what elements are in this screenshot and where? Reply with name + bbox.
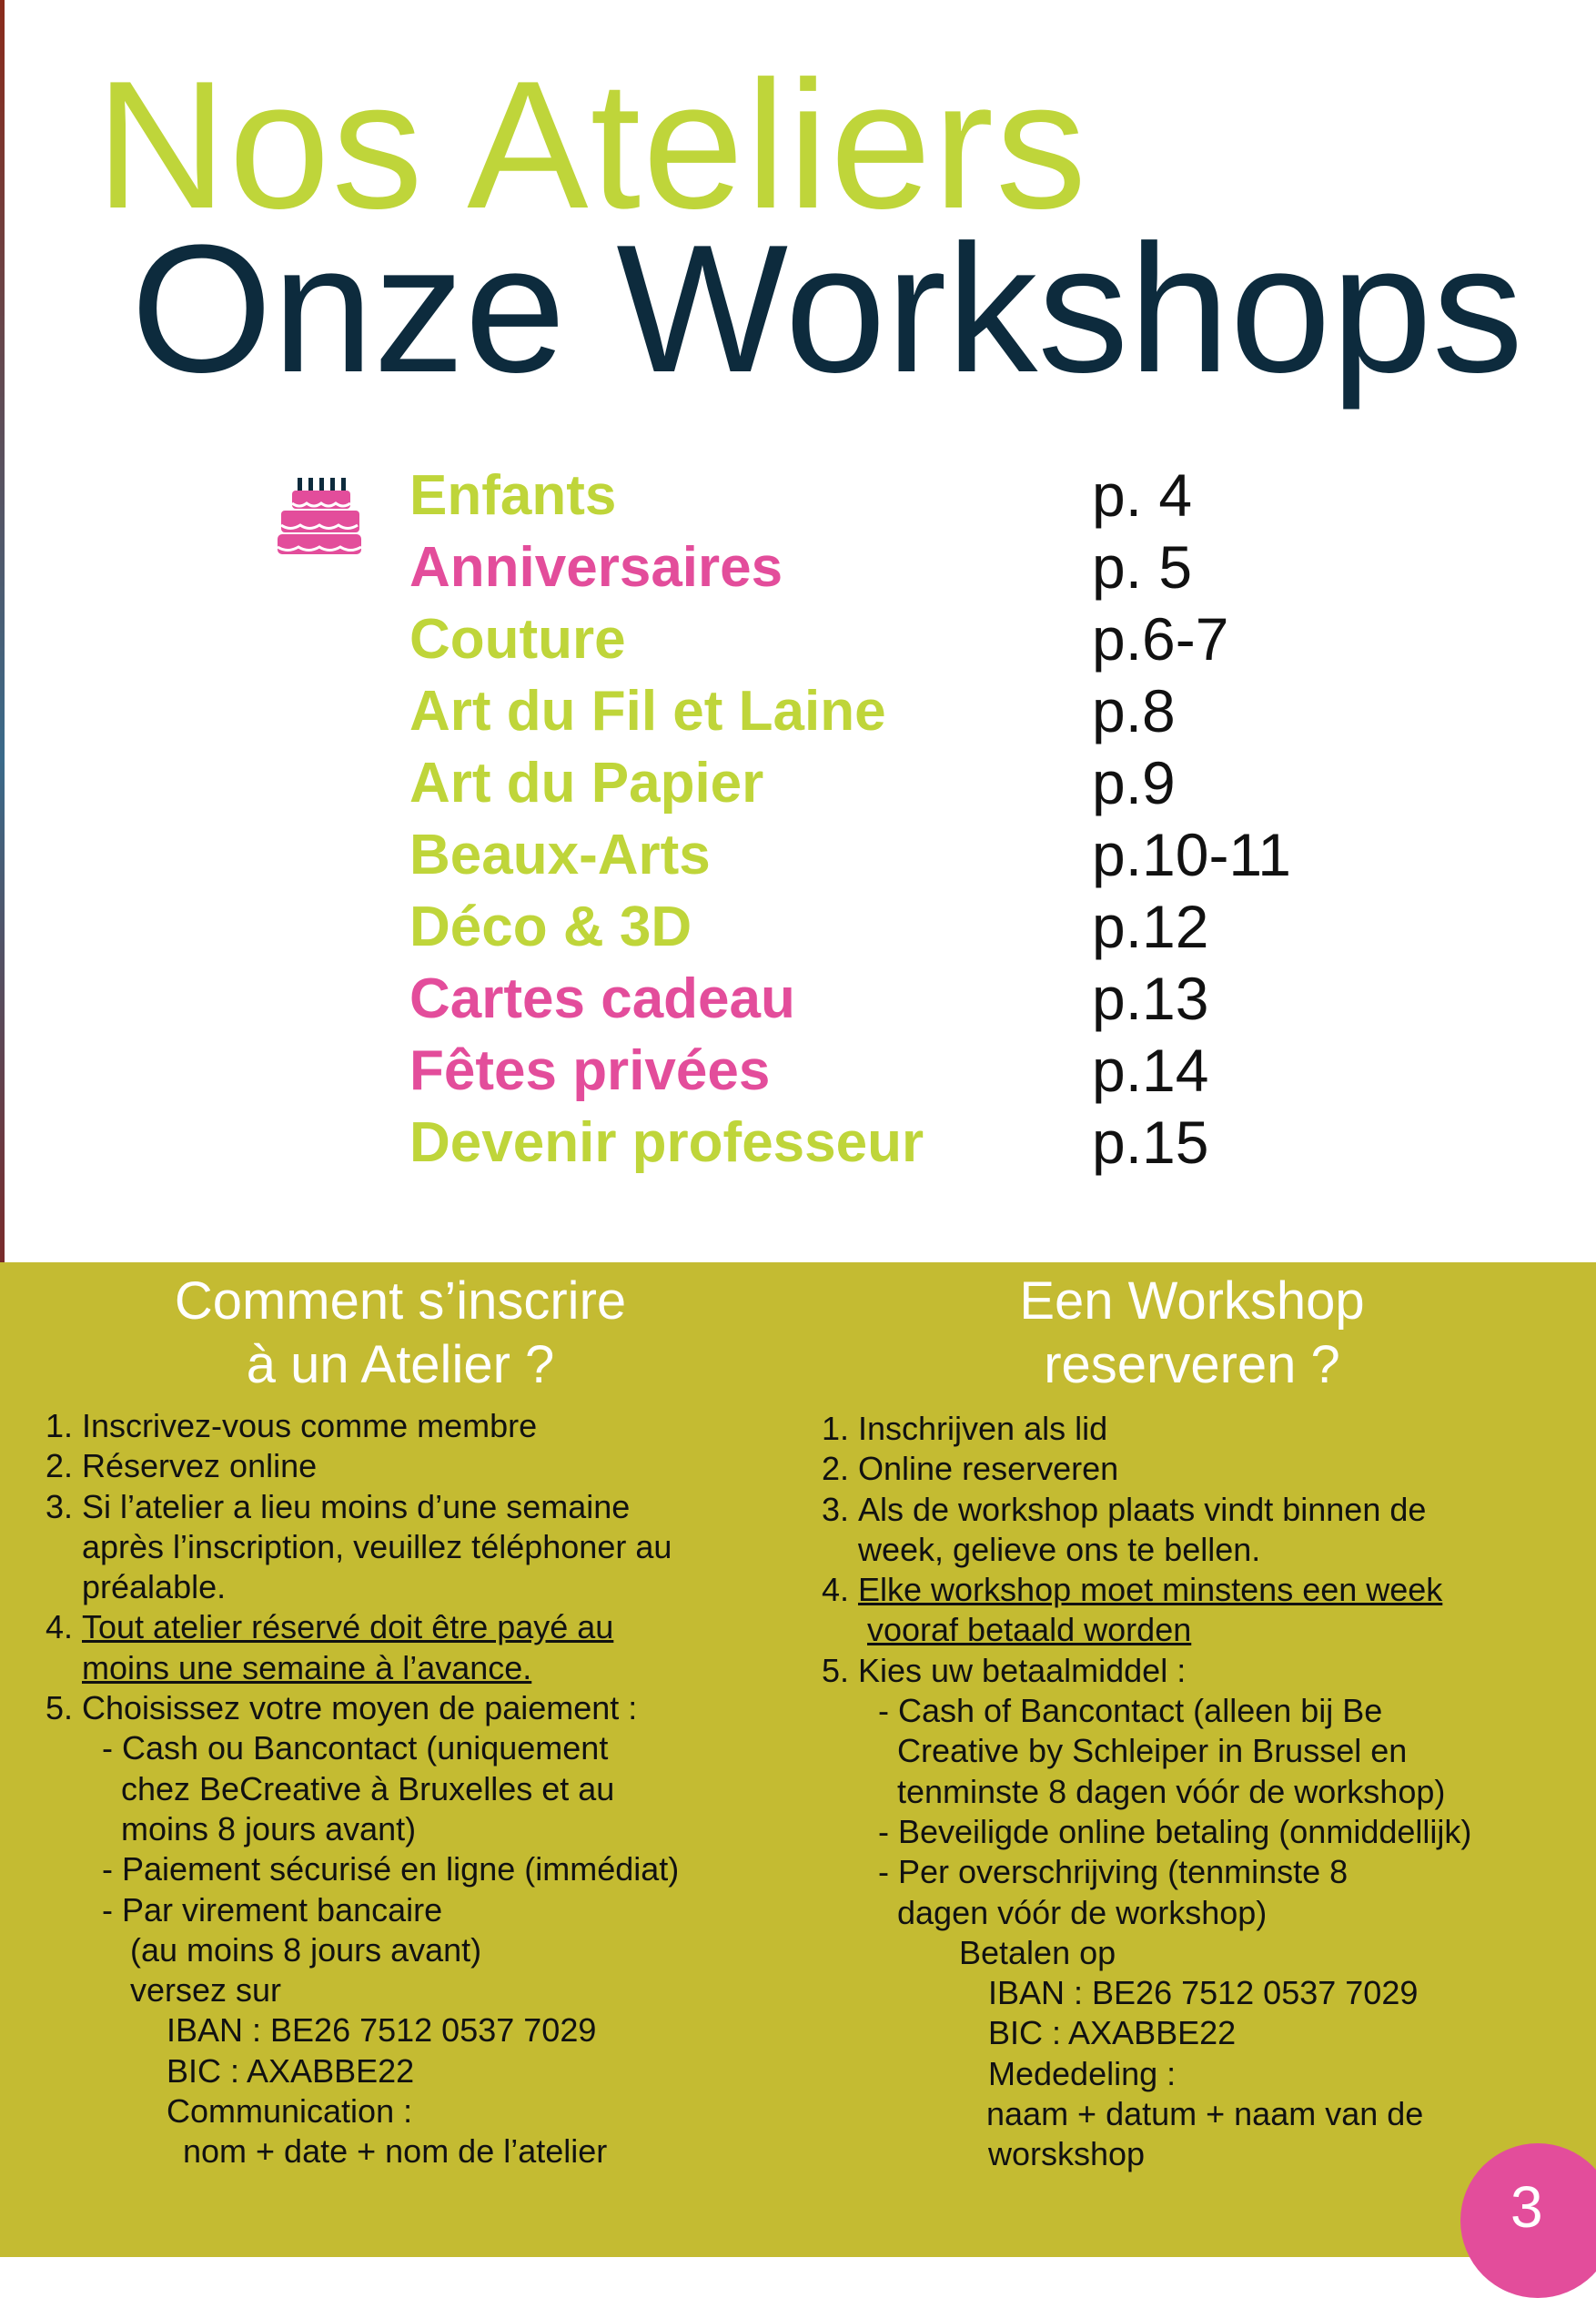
birthday-cake-icon: [278, 476, 361, 556]
toc-row[interactable]: [409, 963, 1410, 1035]
step-text: Si l’atelier a lieu moins d’une semaine: [82, 1487, 631, 1525]
dutch-heading-line1: Een Workshop: [1019, 1271, 1365, 1331]
toc-row[interactable]: [409, 460, 1410, 531]
sub-text: IBAN : BE26 7512 0537 7029: [988, 1974, 1419, 2012]
toc-page: p.13: [1092, 965, 1209, 1032]
sub-text: dagen vóór de workshop): [897, 1893, 1268, 1931]
toc-row[interactable]: [409, 1107, 1410, 1179]
step-number: 1.: [45, 1407, 74, 1444]
toc-label: Fêtes privées: [409, 1039, 771, 1102]
step-number: 4.: [45, 1608, 74, 1646]
toc-row[interactable]: [409, 891, 1410, 963]
toc-row[interactable]: [409, 747, 1410, 819]
sub-text: (au moins 8 jours avant): [130, 1930, 482, 1969]
toc-page: p. 5: [1092, 533, 1193, 601]
list-item: [822, 1490, 1595, 1571]
step-number: 4.: [822, 1571, 850, 1609]
list-item: [822, 1651, 1595, 1691]
step-text: Online reserveren: [858, 1450, 1119, 1488]
toc-page: p.9: [1092, 749, 1176, 816]
step-text: week, gelieve ons te bellen.: [858, 1530, 1261, 1568]
french-steps: [45, 1406, 792, 2172]
sub-text: Mededeling :: [988, 2054, 1177, 2092]
sub-text: Communication :: [167, 2092, 413, 2131]
toc-row[interactable]: [409, 1035, 1410, 1107]
sub-text: nom + date + nom de l’atelier: [183, 2132, 608, 2171]
list-item: [45, 1688, 792, 1728]
sub-text: - Cash ou Bancontact (uniquement: [102, 1729, 609, 1767]
sub-text: moins 8 jours avant): [121, 1809, 417, 1848]
toc-label: Art du Fil et Laine: [409, 680, 886, 743]
toc-page: p.10-11: [1092, 821, 1291, 888]
toc-label: Beaux-Arts: [409, 824, 711, 886]
toc-row[interactable]: [409, 531, 1410, 603]
step-number: 2.: [45, 1447, 74, 1485]
sub-item: [45, 1728, 792, 2171]
sub-item: [822, 1691, 1595, 2175]
title-french: Nos Ateliers: [96, 44, 1089, 247]
list-item: [45, 1487, 792, 1608]
step-text: Réservez online: [82, 1447, 318, 1485]
table-of-contents: [409, 460, 1410, 1179]
step-text: Kies uw betaalmiddel :: [858, 1651, 1187, 1689]
sub-text: - Per overschrijving (tenminste 8: [878, 1853, 1349, 1891]
sub-text: chez BeCreative à Bruxelles et au: [121, 1769, 615, 1807]
list-item: [45, 1607, 792, 1688]
step-text: Inschrijven als lid: [858, 1410, 1108, 1447]
list-item: [45, 1446, 792, 1486]
toc-page: p.8: [1092, 677, 1176, 744]
toc-page: p.14: [1092, 1037, 1209, 1104]
toc-label: Déco & 3D: [409, 896, 692, 958]
sub-text: - Cash of Bancontact (alleen bij Be: [878, 1692, 1383, 1730]
step-text: Inscrivez-vous comme membre: [82, 1407, 538, 1444]
step-number: 5.: [822, 1651, 850, 1689]
step-number: 3.: [822, 1490, 850, 1528]
sub-text: Creative by Schleiper in Brussel en: [897, 1732, 1408, 1770]
page-number: 3: [1510, 2174, 1543, 2240]
left-edge-strip: [0, 0, 5, 1265]
toc-row[interactable]: [409, 819, 1410, 891]
french-heading: [55, 1270, 746, 1397]
step-text: préalable.: [82, 1568, 227, 1606]
list-item: [822, 1409, 1595, 1449]
toc-label: Devenir professeur: [409, 1111, 924, 1174]
toc-page: p.6-7: [1092, 605, 1229, 673]
sub-text: - Paiement sécurisé en ligne (immédiat): [102, 1850, 680, 1888]
step-text: Choisissez votre moyen de paiement :: [82, 1689, 638, 1727]
sub-text: naam + datum + naam van de: [986, 2095, 1424, 2133]
step-text: Als de workshop plaats vindt binnen de: [858, 1490, 1427, 1528]
title-dutch: Onze Workshops: [130, 208, 1523, 410]
toc-row[interactable]: [409, 675, 1410, 747]
toc-label: Anniversaires: [409, 536, 783, 599]
toc-row[interactable]: [409, 603, 1410, 675]
step-text: Elke workshop moet minstens een week: [858, 1571, 1443, 1609]
step-number: 2.: [822, 1450, 850, 1488]
dutch-heading: [846, 1270, 1538, 1397]
sub-text: - Par virement bancaire: [102, 1890, 443, 1928]
sub-text: - Beveiligde online betaling (onmiddellijk): [878, 1812, 1472, 1850]
sub-text: versez sur: [130, 1971, 282, 2009]
french-heading-line1: Comment s’inscrire: [174, 1271, 627, 1331]
dutch-heading-line2: reserveren ?: [1044, 1335, 1340, 1394]
sub-text: tenminste 8 dagen vóór de workshop): [897, 1772, 1446, 1810]
list-item: [822, 1570, 1595, 1651]
toc-label: Art du Papier: [409, 752, 764, 815]
toc-label: Cartes cadeau: [409, 967, 795, 1030]
sub-text: IBAN : BE26 7512 0537 7029: [167, 2011, 597, 2050]
sub-text: BIC : AXABBE22: [988, 2014, 1237, 2052]
sub-text: BIC : AXABBE22: [167, 2051, 415, 2090]
step-number: 1.: [822, 1410, 850, 1447]
step-number: 5.: [45, 1689, 74, 1727]
step-text: vooraf betaald worden: [867, 1611, 1192, 1649]
sub-text: worskshop: [988, 2135, 1146, 2173]
step-number: 3.: [45, 1487, 74, 1525]
step-text: Tout atelier réservé doit être payé au: [82, 1608, 614, 1646]
list-item: [45, 1406, 792, 1446]
step-text: moins une semaine à l’avance.: [82, 1648, 532, 1686]
sub-text: Betalen op: [959, 1933, 1116, 1971]
toc-label: Couture: [409, 608, 626, 671]
list-item: [822, 1449, 1595, 1489]
dutch-steps: [822, 1409, 1595, 2175]
toc-page: p. 4: [1092, 461, 1193, 529]
toc-label: Enfants: [409, 464, 617, 527]
french-heading-line2: à un Atelier ?: [246, 1335, 555, 1394]
toc-page: p.15: [1092, 1109, 1209, 1176]
step-text: après l’inscription, veuillez téléphoner au: [82, 1527, 672, 1565]
toc-page: p.12: [1092, 893, 1209, 960]
